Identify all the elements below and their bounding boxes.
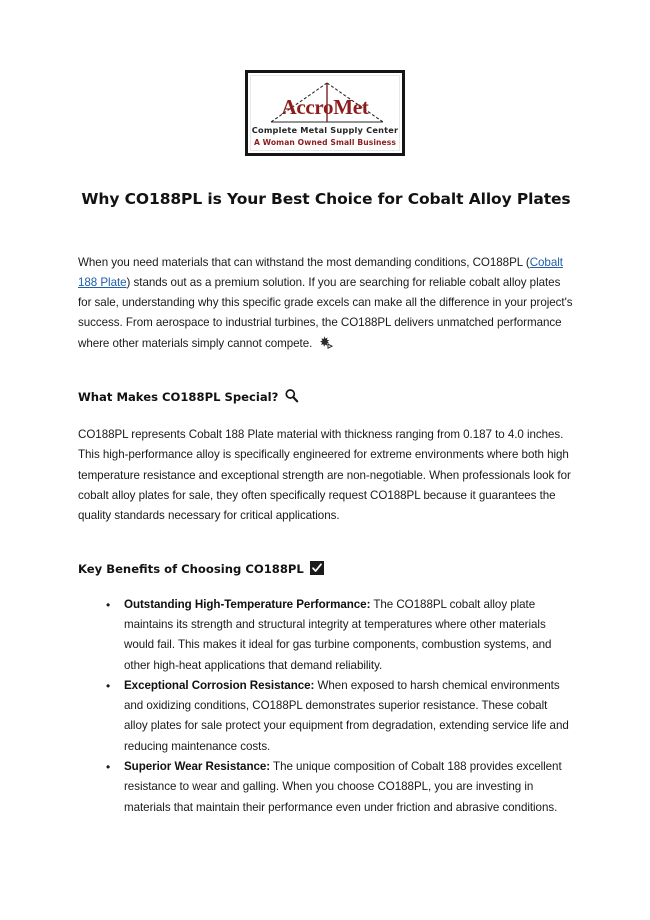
benefit-lead: Exceptional Corrosion Resistance: — [124, 678, 315, 692]
magnifier-icon — [284, 388, 299, 407]
intro-text-after-link: ) stands out as a premium solution. If you are searching for reliable cobalt alloy plates for sale, understanding why this specific grade excels can make all the difference in your project's success. From aerospace to industrial turbines, the CO188PL delivers unmatched performance where other materials simply cannot compete. — [78, 275, 573, 350]
benefit-lead: Outstanding High-Temperature Performance: — [124, 597, 371, 611]
bullet-glyph: • — [106, 678, 111, 693]
list-item — [106, 676, 574, 757]
company-logo — [0, 70, 650, 156]
key-benefits-list — [78, 595, 574, 818]
logo-subtagline: A Woman Owned Small Business — [253, 138, 397, 147]
section-heading-label: What Makes CO188PL Special? — [78, 390, 279, 405]
checkbox-checked-icon — [310, 561, 324, 579]
logo-tagline: Complete Metal Supply Center — [251, 125, 399, 135]
bullet-glyph: • — [106, 760, 111, 775]
spacer — [78, 527, 574, 561]
logo-frame — [245, 70, 405, 156]
page-title: Why CO188PL is Your Best Choice for Cobalt Alloy Plates — [81, 190, 571, 208]
spacer — [78, 354, 574, 388]
cobalt-188-plate-link[interactable]: Cobalt 188 Plate — [78, 255, 563, 289]
spacer — [78, 407, 574, 425]
intro-text-before-link: When you need materials that can withstand the most demanding conditions, CO188PL ( — [78, 255, 530, 269]
list-item — [106, 757, 574, 818]
section-heading-what-makes-special — [78, 388, 574, 407]
benefit-text: When exposed to harsh chemical environments and oxidizing conditions, CO188PL demonstrates superior resistance. These cobalt alloy plates for sale protect your equipment from degradation, extending service life and reducing maintenance costs. — [124, 678, 569, 753]
section-heading-label: Key Benefits of Choosing CO188PL — [78, 562, 304, 577]
document-content — [78, 190, 574, 818]
logo-brand-text: AccroMet — [281, 95, 369, 119]
benefit-text: The CO188PL cobalt alloy plate maintains its strength and structural integrity at temperatures where other materials would fail. This makes it ideal for gas turbine components, combustion systems, and other high-heat applications that demand reliability. — [124, 597, 552, 672]
section-heading-key-benefits — [78, 561, 574, 579]
gear-sparkle-icon — [318, 335, 333, 350]
spacer — [78, 579, 574, 595]
logo-inner — [250, 75, 400, 151]
list-item — [106, 595, 574, 676]
spacer — [78, 209, 574, 253]
benefit-text: The unique composition of Cobalt 188 provides excellent resistance to wear and galling. When you choose CO188PL, you are investing in materials that maintain their performance even under friction and abrasive conditions. — [124, 760, 562, 814]
bullet-glyph: • — [106, 597, 111, 612]
section-body-what-makes-special: CO188PL represents Cobalt 188 Plate material with thickness ranging from 0.187 to 4.0 inches. This high-performance alloy is specifically engineered for extreme environments where both high temperature resistance and exceptional strength are non-negotiable. When professionals look for cobalt alloy plates for sale, they often specifically request CO188PL because it guarantees the quality standards necessary for critical applications. — [78, 428, 571, 523]
benefit-lead: Superior Wear Resistance: — [124, 760, 271, 774]
intro-paragraph — [78, 253, 574, 354]
